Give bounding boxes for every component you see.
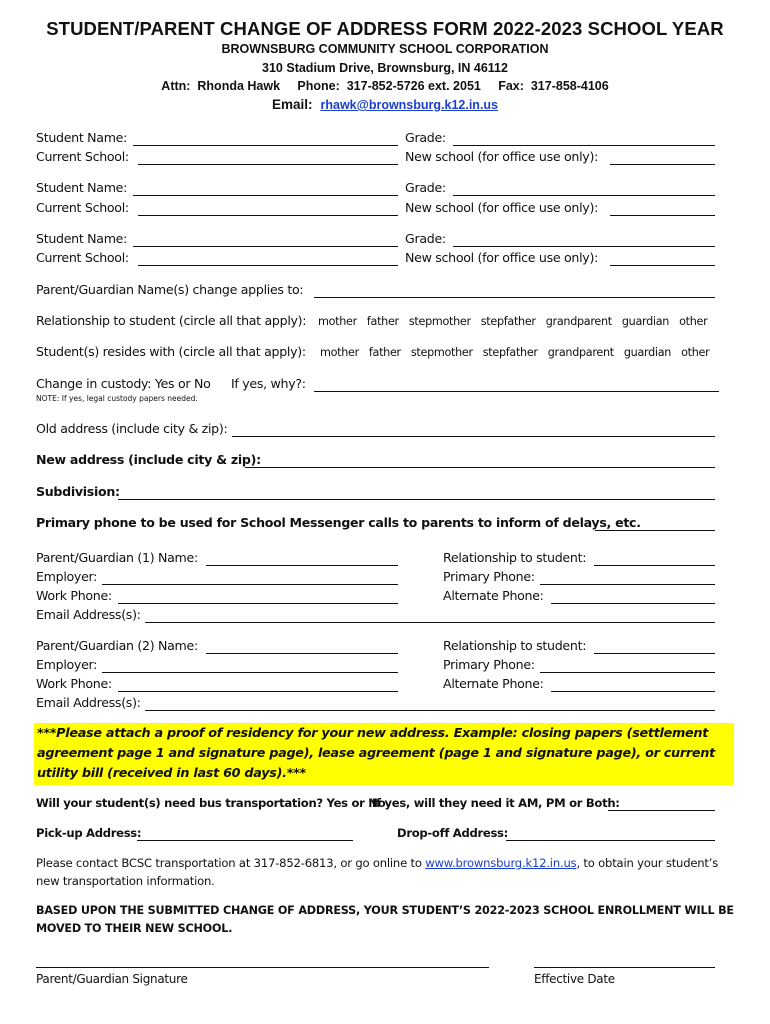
guardian-change-field[interactable] — [314, 297, 715, 298]
custody-note: NOTE: If yes, legal custody papers needed. — [36, 394, 198, 403]
grade-label-2: Grade: — [405, 180, 446, 195]
relationship-option[interactable]: guardian — [621, 315, 670, 328]
current-school-label-3: Current School: — [36, 250, 129, 265]
new-address-label: New address (include city & zip): — [36, 452, 261, 467]
guardian1-primary-phone-field[interactable] — [540, 584, 715, 585]
guardian-signature-label: Parent/Guardian Signature — [36, 972, 188, 986]
bus-when-label: If yes, will they need it AM, PM or Both: — [372, 796, 620, 810]
current-school-field-2[interactable] — [138, 215, 398, 216]
dropoff-field[interactable] — [506, 840, 715, 841]
subdivision-field[interactable] — [118, 499, 715, 500]
relationship-option[interactable]: stepfather — [480, 315, 536, 328]
relationship-label: Relationship to student (circle all that apply): — [36, 313, 307, 328]
dropoff-label: Drop-off Address: — [397, 826, 508, 840]
student-name-label-1: Student Name: — [36, 130, 128, 145]
email-link[interactable]: rhawk@brownsburg.k12.in.us — [320, 98, 499, 112]
grade-field-3[interactable] — [453, 246, 715, 247]
enrollment-notice: BASED UPON THE SUBMITTED CHANGE OF ADDRESS, YOUR STUDENT’S 2022-2023 SCHOOL ENROLLMENT WILL BE MOVED TO THEIR NEW SCHOOL. — [36, 904, 734, 935]
guardian1-alternate-phone-label: Alternate Phone: — [443, 588, 544, 603]
relationship-option[interactable]: other — [679, 315, 708, 328]
guardian1-work-phone-field[interactable] — [118, 603, 398, 604]
new-school-field-3[interactable] — [610, 265, 715, 266]
effective-date-field[interactable] — [534, 967, 715, 968]
resides-with-options — [320, 346, 719, 359]
pickup-field[interactable] — [137, 840, 353, 841]
guardian1-name-field[interactable] — [206, 565, 398, 566]
resides-option[interactable]: guardian — [623, 346, 672, 359]
new-school-label-2: New school (for office use only): — [405, 200, 599, 215]
transport-contact — [36, 854, 736, 890]
custody-label: Change in custody: Yes or No — [36, 376, 211, 391]
transport-link[interactable]: www.brownsburg.k12.in.us — [425, 856, 577, 870]
contact-line: Attn: Rhonda Hawk Phone: 317-852-5726 ext. 2051 Fax: 317-858-4106 — [161, 79, 609, 93]
new-address-field[interactable] — [245, 467, 715, 468]
guardian1-email-label: Email Address(s): — [36, 607, 141, 622]
primary-phone-label: Primary phone to be used for School Messenger calls to parents to inform of delays, etc. — [36, 515, 641, 530]
guardian2-name-field[interactable] — [206, 653, 398, 654]
current-school-field-3[interactable] — [138, 265, 398, 266]
guardian2-alternate-phone-field[interactable] — [551, 691, 715, 692]
guardian2-relationship-label: Relationship to student: — [443, 638, 587, 653]
guardian-signature-field[interactable] — [36, 967, 489, 968]
guardian2-work-phone-label: Work Phone: — [36, 676, 112, 691]
guardian1-relationship-field[interactable] — [594, 565, 715, 566]
relationship-option[interactable]: stepmother — [408, 315, 471, 328]
new-school-label-1: New school (for office use only): — [405, 149, 599, 164]
form-title: STUDENT/PARENT CHANGE OF ADDRESS FORM 2022-2023 SCHOOL YEAR — [46, 18, 724, 39]
primary-phone-field[interactable] — [595, 530, 715, 531]
subdivision-label: Subdivision: — [36, 484, 120, 499]
bus-question: Will your student(s) need bus transportation? Yes or No — [36, 796, 386, 810]
resides-option[interactable]: grandparent — [547, 346, 614, 359]
transport-contact-after: , to obtain your student’s new transportation information. — [36, 856, 719, 888]
guardian2-email-label: Email Address(s): — [36, 695, 141, 710]
new-school-field-1[interactable] — [610, 164, 715, 165]
guardian1-primary-phone-label: Primary Phone: — [443, 569, 535, 584]
guardian1-alternate-phone-field[interactable] — [551, 603, 715, 604]
grade-label-3: Grade: — [405, 231, 446, 246]
student-name-label-2: Student Name: — [36, 180, 128, 195]
resides-option[interactable]: stepmother — [410, 346, 473, 359]
old-address-field[interactable] — [232, 436, 715, 437]
effective-date-label: Effective Date — [534, 972, 615, 986]
organization-address: 310 Stadium Drive, Brownsburg, IN 46112 — [262, 61, 508, 75]
guardian2-work-phone-field[interactable] — [118, 691, 398, 692]
bus-when-field[interactable] — [608, 810, 715, 811]
guardian-change-label: Parent/Guardian Name(s) change applies to: — [36, 282, 304, 297]
custody-why-field[interactable] — [314, 391, 719, 392]
guardian1-name-label: Parent/Guardian (1) Name: — [36, 550, 198, 565]
guardian1-work-phone-label: Work Phone: — [36, 588, 112, 603]
student-name-field-1[interactable] — [133, 145, 398, 146]
guardian2-primary-phone-field[interactable] — [540, 672, 715, 673]
resides-option[interactable]: stepfather — [482, 346, 538, 359]
custody-why-label: If yes, why?: — [231, 376, 306, 391]
pickup-label: Pick-up Address: — [36, 826, 142, 840]
current-school-label-2: Current School: — [36, 200, 129, 215]
current-school-label-1: Current School: — [36, 149, 129, 164]
relationship-options — [318, 315, 717, 328]
new-school-field-2[interactable] — [610, 215, 715, 216]
guardian1-employer-label: Employer: — [36, 569, 98, 584]
current-school-field-1[interactable] — [138, 164, 398, 165]
email-label: Email: — [271, 97, 313, 112]
guardian2-alternate-phone-label: Alternate Phone: — [443, 676, 544, 691]
organization-name: BROWNSBURG COMMUNITY SCHOOL CORPORATION — [221, 42, 549, 56]
student-name-field-3[interactable] — [133, 246, 398, 247]
residency-note-highlight — [34, 723, 734, 785]
old-address-label: Old address (include city & zip): — [36, 421, 228, 436]
student-name-label-3: Student Name: — [36, 231, 128, 246]
guardian2-primary-phone-label: Primary Phone: — [443, 657, 535, 672]
guardian2-employer-label: Employer: — [36, 657, 98, 672]
guardian1-relationship-label: Relationship to student: — [443, 550, 587, 565]
guardian1-email-field[interactable] — [145, 622, 715, 623]
resides-with-label: Student(s) resides with (circle all that apply): — [36, 344, 306, 359]
residency-note: ***Please attach a proof of residency for your new address. Example: closing papers (settlement agreement page 1 and signature page), lease agreement (page 1 and signature page), or current utility bill (received in last 60 days).*** — [37, 726, 715, 781]
grade-field-2[interactable] — [453, 195, 715, 196]
relationship-option[interactable]: grandparent — [545, 315, 612, 328]
email-line — [0, 97, 770, 112]
student-name-field-2[interactable] — [133, 195, 398, 196]
guardian2-name-label: Parent/Guardian (2) Name: — [36, 638, 198, 653]
new-school-label-3: New school (for office use only): — [405, 250, 599, 265]
grade-label-1: Grade: — [405, 130, 446, 145]
guardian2-employer-field[interactable] — [102, 672, 398, 673]
relationship-option[interactable]: father — [366, 315, 399, 328]
resides-option[interactable]: father — [368, 346, 401, 359]
resides-option[interactable]: other — [681, 346, 710, 359]
guardian2-email-field[interactable] — [145, 710, 715, 711]
transport-contact-before: Please contact BCSC transportation at 317-852-6813, or go online to — [36, 856, 426, 870]
resides-option[interactable]: mother — [320, 346, 359, 359]
relationship-option[interactable]: mother — [318, 315, 357, 328]
grade-field-1[interactable] — [453, 145, 715, 146]
guardian1-employer-field[interactable] — [102, 584, 398, 585]
guardian2-relationship-field[interactable] — [594, 653, 715, 654]
